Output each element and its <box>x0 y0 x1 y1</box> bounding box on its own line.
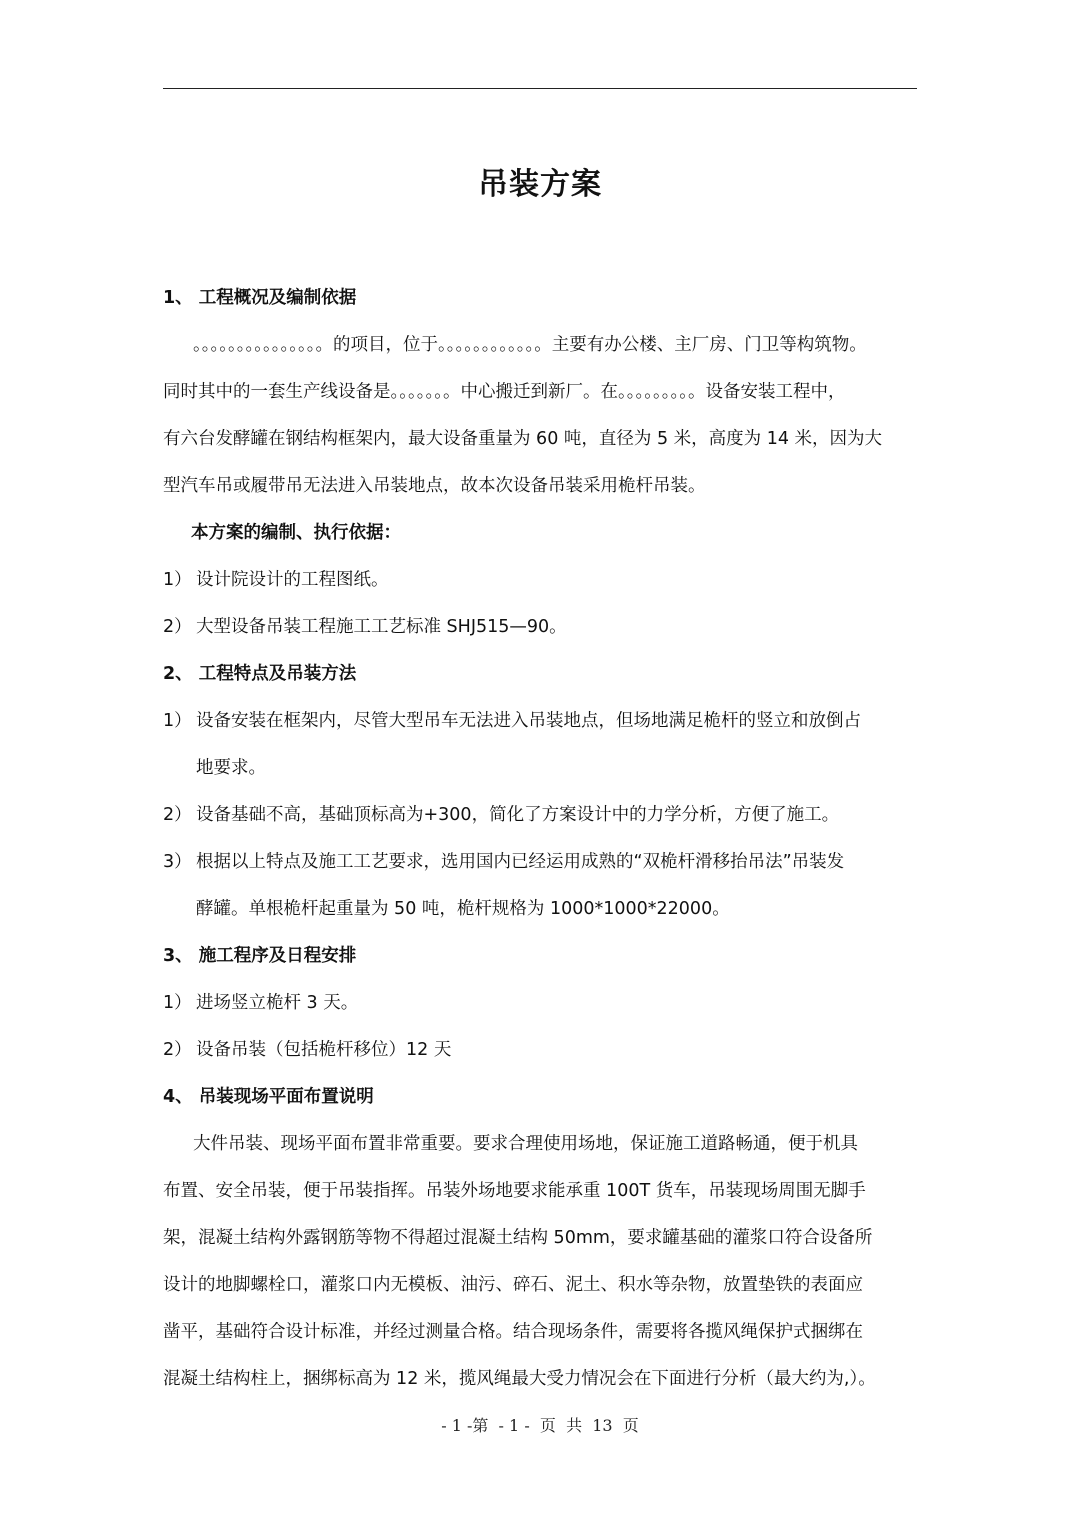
list-text: 设计院设计的工程图纸。 <box>196 570 389 590</box>
page-footer: - 1 -第 - 1 - 页 共 13 页 <box>441 1416 639 1435</box>
paragraph-line: 混凝土结构柱上，捆绑标高为 12 米，揽风绳最大受力情况会在下面进行分析（最大约为,）。 <box>163 1369 876 1389</box>
section-heading-1: 1、 工程概况及编制依据 <box>163 288 357 308</box>
paragraph-line: 架，混凝土结构外露钢筋等物不得超过混凝土结构 50mm，要求罐基础的灌浆口符合设备所 <box>163 1228 873 1248</box>
list-number: 3） <box>163 852 192 872</box>
paragraph-line: 凿平，基础符合设计标准，并经过测量合格。结合现场条件，需要将各揽风绳保护式捆绑在 <box>163 1322 863 1342</box>
paragraph-line: 型汽车吊或履带吊无法进入吊装地点，故本次设备吊装采用桅杆吊装。 <box>163 476 706 496</box>
list-item <box>163 560 923 607</box>
section-heading-4: 4、 吊装现场平面布置说明 <box>163 1087 374 1107</box>
list-item <box>163 842 923 889</box>
document-body <box>163 278 923 1406</box>
list-text: 设备基础不高，基础顶标高为+300，简化了方案设计中的力学分析，方便了施工。 <box>196 805 840 825</box>
list-text: 设备安装在框架内，尽管大型吊车无法进入吊装地点，但场地满足桅杆的竖立和放倒占 <box>196 711 861 731</box>
header-rule <box>163 88 917 89</box>
list-number: 2） <box>163 1040 192 1060</box>
list-number: 2） <box>163 617 192 637</box>
section-heading-3: 3、 施工程序及日程安排 <box>163 946 357 966</box>
list-number: 1） <box>163 570 192 590</box>
list-item <box>163 701 923 748</box>
paragraph-line: 有六台发酵罐在钢结构框架内，最大设备重量为 60 吨，直径为 5 米，高度为 14 米，因为大 <box>163 429 883 449</box>
list-item-continuation: 酵罐。单根桅杆起重量为 50 吨，桅杆规格为 1000*1000*22000。 <box>196 899 730 919</box>
list-number: 2） <box>163 805 192 825</box>
list-item <box>163 607 923 654</box>
paragraph-line: 布置、安全吊装，便于吊装指挥。吊装外场地要求能承重 100T 货车，吊装现场周围无脚手 <box>163 1181 866 1201</box>
list-text: 设备吊装（包括桅杆移位）12 天 <box>196 1040 452 1060</box>
list-number: 1） <box>163 993 192 1013</box>
list-text: 进场竖立桅杆 3 天。 <box>196 993 359 1013</box>
list-text: 大型设备吊装工程施工工艺标准 SHJ515—90。 <box>196 617 567 637</box>
basis-subheading: 本方案的编制、执行依据： <box>191 523 401 543</box>
section-heading-2: 2、 工程特点及吊装方法 <box>163 664 357 684</box>
list-text: 根据以上特点及施工工艺要求，选用国内已经运用成熟的“双桅杆滑移抬吊法”吊装发 <box>196 852 845 872</box>
list-number: 1） <box>163 711 192 731</box>
paragraph-line: 设计的地脚螺栓口，灌浆口内无模板、油污、碎石、泥土、积水等杂物，放置垫铁的表面应 <box>163 1275 863 1295</box>
paragraph-line: 大件吊装、现场平面布置非常重要。要求合理使用场地，保证施工道路畅通，便于机具 <box>193 1134 858 1154</box>
list-item <box>163 1030 923 1077</box>
list-item <box>163 983 923 1030</box>
page-title: 吊装方案 <box>478 167 602 202</box>
list-item <box>163 795 923 842</box>
list-item-continuation: 地要求。 <box>196 758 266 778</box>
paragraph-line: 同时其中的一套生产线设备是。。。。。。。中心搬迁到新厂。在。。。。。。。。。设备安装工程中， <box>163 382 846 402</box>
paragraph-line: 。。。。。。。。。。。。。。。的项目，位于。。。。。。。。。。。。主要有办公楼、主厂房、门卫等构筑物。 <box>193 335 867 355</box>
